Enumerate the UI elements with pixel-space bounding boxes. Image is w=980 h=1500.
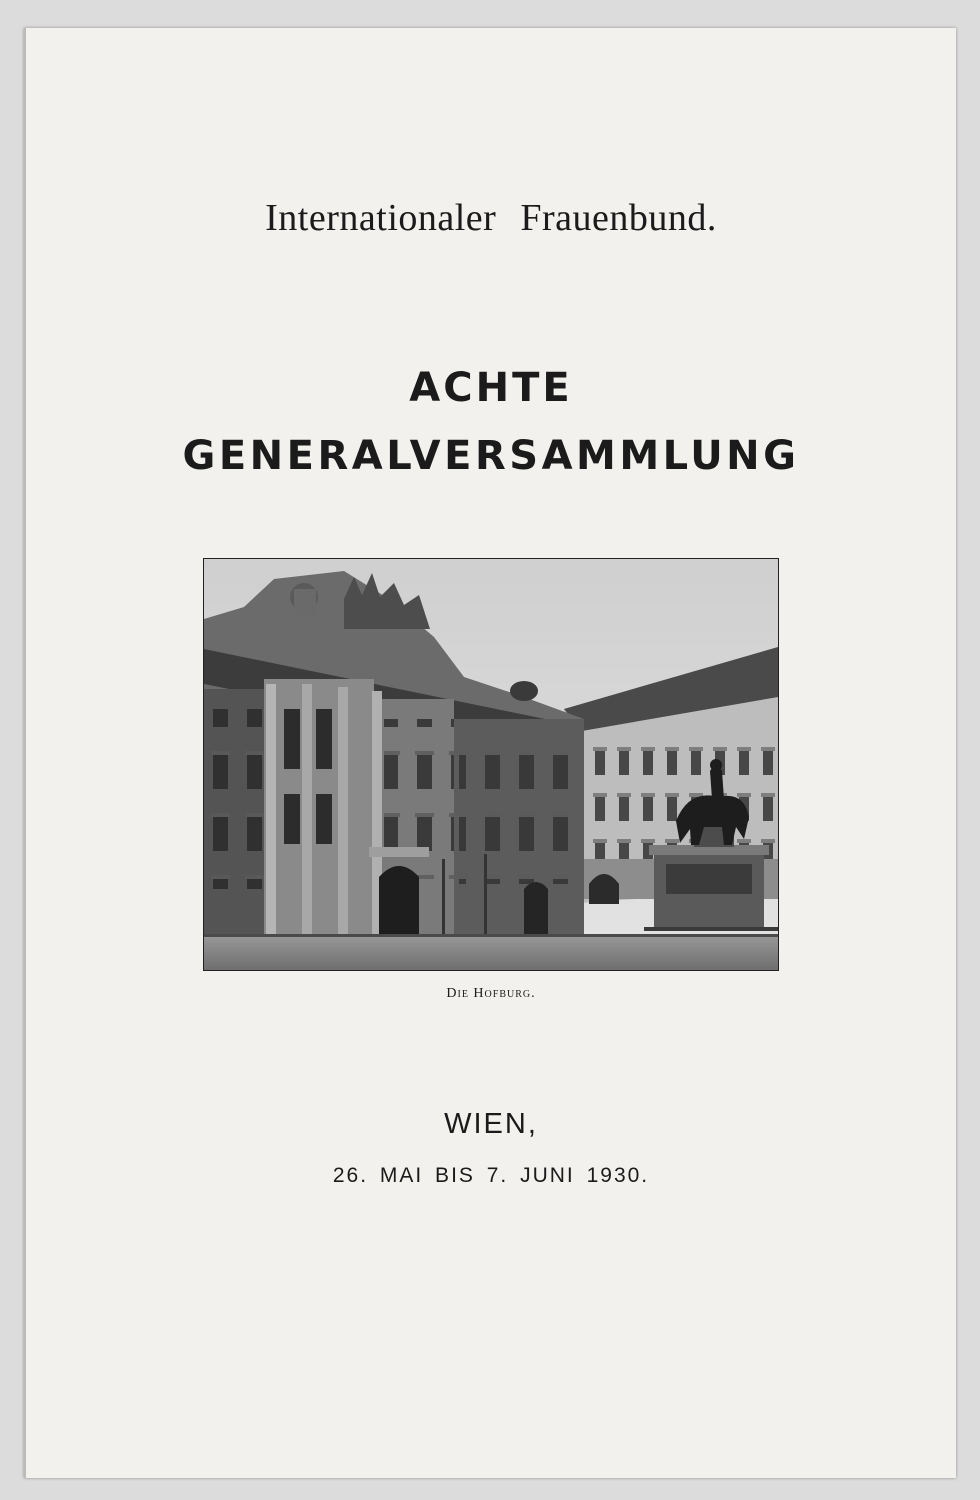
- photo-caption: Die Hofburg.: [446, 986, 536, 1001]
- event-dates: 26. MAI BIS 7. JUNI 1930.: [332, 1164, 650, 1187]
- booklet-cover: [24, 28, 956, 1478]
- hofburg-illustration: [204, 559, 778, 970]
- organization-title: Internationaler Frauenbund.: [265, 197, 717, 239]
- event-city: WIEN,: [444, 1108, 538, 1140]
- main-title-line-1: ACHTE: [409, 365, 573, 411]
- hofburg-photograph: [203, 558, 779, 971]
- main-title-line-2: GENERALVERSAMMLUNG: [182, 433, 800, 479]
